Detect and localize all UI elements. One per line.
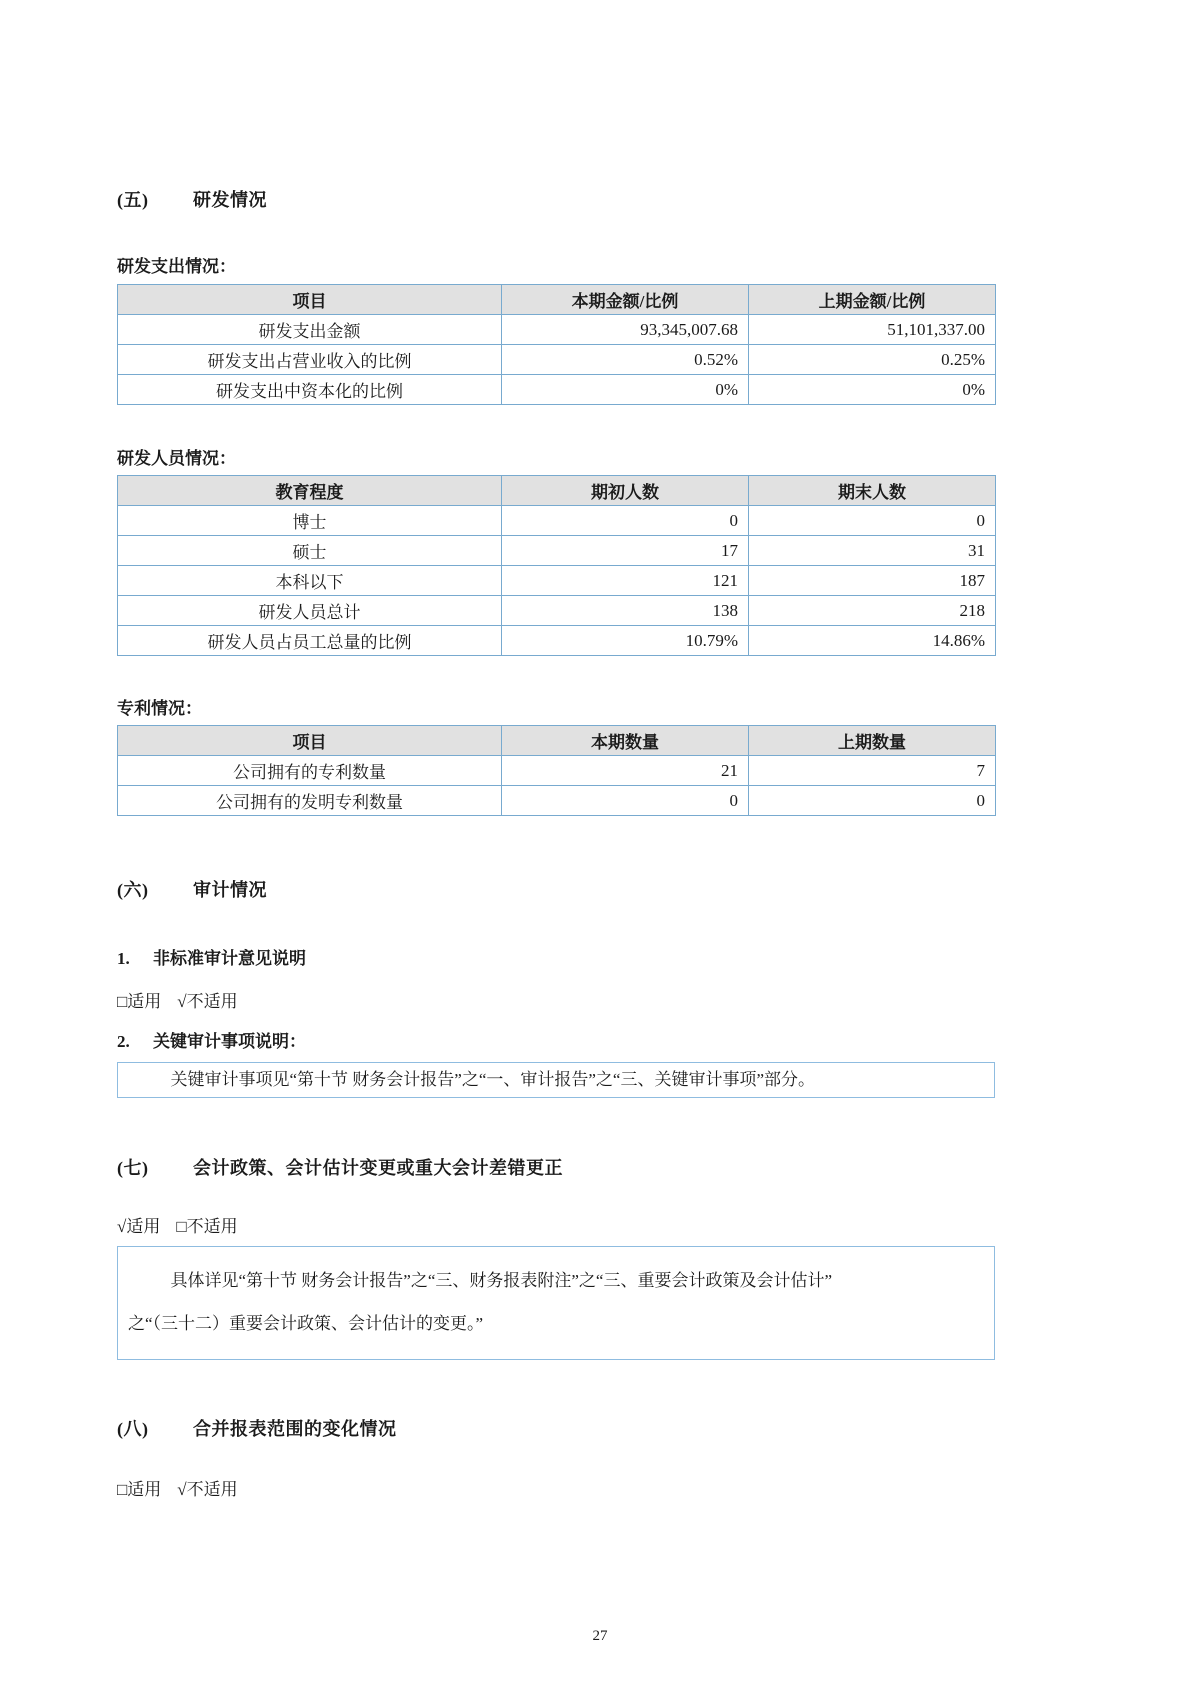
not-applicable-checkbox-option: √不适用 [177, 1480, 238, 1499]
section-7-title: 会计政策、会计估计变更或重大会计差错更正 [193, 1158, 563, 1178]
end-count: 218 [749, 596, 996, 626]
column-header: 本期数量 [502, 726, 749, 756]
table-row [118, 566, 996, 596]
row-label: 博士 [118, 506, 502, 536]
rd-staff-label: 研发人员情况： [117, 449, 236, 468]
applicable-checkbox-option: □适用 [117, 992, 162, 1011]
rd-expense-label: 研发支出情况： [117, 257, 236, 276]
item-number: 2. [117, 1032, 130, 1051]
row-label: 研发支出中资本化的比例 [118, 375, 502, 405]
table-row [118, 506, 996, 536]
key-audit-matters-note [117, 1062, 995, 1098]
row-label: 硕士 [118, 536, 502, 566]
item-number: 1. [117, 949, 130, 968]
table-row [118, 596, 996, 626]
page-content [117, 0, 995, 1500]
section-8-title: 合并报表范围的变化情况 [193, 1419, 397, 1439]
section-6-heading [117, 876, 995, 902]
note-text-line-1: 具体详见“第十节 财务会计报告”之“三、财务报表附注”之“三、重要会计政策及会计估计” [170, 1271, 833, 1290]
begin-count: 138 [502, 596, 749, 626]
table-header-row [118, 476, 996, 506]
section-5-title: 研发情况 [193, 190, 267, 210]
current-value: 0% [502, 375, 749, 405]
not-applicable-checkbox-option: □不适用 [176, 1217, 238, 1236]
item-title: 非标准审计意见说明 [153, 949, 306, 968]
item-title: 关键审计事项说明： [153, 1032, 306, 1051]
applicable-checkbox-option: √适用 [117, 1217, 161, 1236]
end-count: 14.86% [749, 626, 996, 656]
row-label: 研发支出金额 [118, 315, 502, 345]
row-label: 公司拥有的发明专利数量 [118, 786, 502, 816]
end-count: 31 [749, 536, 996, 566]
section-8-heading [117, 1415, 995, 1441]
not-applicable-checkbox-option: √不适用 [177, 992, 238, 1011]
applicability-line [117, 1212, 995, 1237]
table-row [118, 786, 996, 816]
accounting-policy-note [117, 1246, 995, 1360]
rd-staff-table [117, 475, 996, 656]
table-row [118, 626, 996, 656]
column-header: 期末人数 [749, 476, 996, 506]
end-count: 187 [749, 566, 996, 596]
section-7-number: (七) [117, 1158, 149, 1178]
table-row [118, 536, 996, 566]
column-header: 期初人数 [502, 476, 749, 506]
row-label: 研发支出占营业收入的比例 [118, 345, 502, 375]
current-count: 0 [502, 786, 749, 816]
section-8-number: (八) [117, 1419, 149, 1439]
column-header: 上期金额/比例 [749, 285, 996, 315]
begin-count: 0 [502, 506, 749, 536]
rd-expense-table [117, 284, 996, 405]
table-row [118, 756, 996, 786]
current-count: 21 [502, 756, 749, 786]
table-header-row [118, 285, 996, 315]
applicability-line [117, 1475, 995, 1500]
prior-value: 51,101,337.00 [749, 315, 996, 345]
table-row [118, 315, 996, 345]
section-5-heading [117, 186, 995, 212]
current-value: 93,345,007.68 [502, 315, 749, 345]
column-header: 项目 [118, 726, 502, 756]
applicability-line [117, 987, 995, 1012]
column-header: 本期金额/比例 [502, 285, 749, 315]
row-label: 研发人员占员工总量的比例 [118, 626, 502, 656]
note-text-line-2: 之“（三十二）重要会计政策、会计估计的变更。” [128, 1314, 484, 1333]
column-header: 项目 [118, 285, 502, 315]
begin-count: 121 [502, 566, 749, 596]
table-row [118, 345, 996, 375]
audit-item-2 [117, 1027, 995, 1052]
prior-count: 0 [749, 786, 996, 816]
table-header-row [118, 726, 996, 756]
end-count: 0 [749, 506, 996, 536]
begin-count: 10.79% [502, 626, 749, 656]
section-5-number: (五) [117, 190, 149, 210]
note-text: 关键审计事项见“第十节 财务会计报告”之“一、审计报告”之“三、关键审计事项”部分。 [170, 1070, 816, 1089]
column-header: 上期数量 [749, 726, 996, 756]
section-6-number: (六) [117, 880, 149, 900]
current-value: 0.52% [502, 345, 749, 375]
prior-value: 0% [749, 375, 996, 405]
row-label: 研发人员总计 [118, 596, 502, 626]
column-header: 教育程度 [118, 476, 502, 506]
table-row [118, 375, 996, 405]
row-label: 公司拥有的专利数量 [118, 756, 502, 786]
audit-item-1 [117, 944, 995, 969]
section-6-title: 审计情况 [193, 880, 267, 900]
begin-count: 17 [502, 536, 749, 566]
patents-label: 专利情况： [117, 699, 202, 718]
patents-table [117, 725, 996, 816]
applicable-checkbox-option: □适用 [117, 1480, 162, 1499]
section-7-heading [117, 1154, 995, 1180]
prior-value: 0.25% [749, 345, 996, 375]
row-label: 本科以下 [118, 566, 502, 596]
prior-count: 7 [749, 756, 996, 786]
page-number: 27 [592, 1628, 608, 1644]
